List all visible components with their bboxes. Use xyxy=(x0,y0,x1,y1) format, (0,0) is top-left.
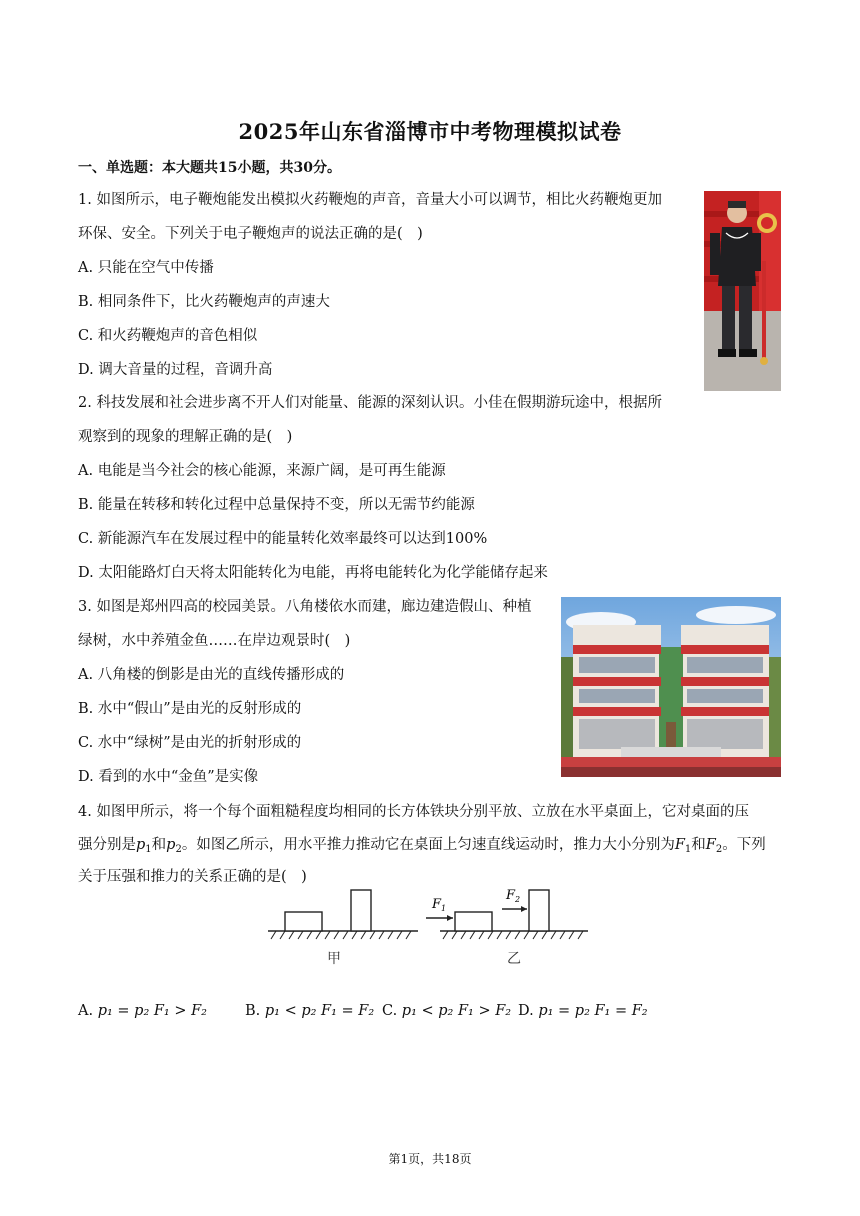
q4-F1: $F_1$ xyxy=(674,837,692,855)
ground-hatch xyxy=(560,931,565,939)
ground-hatch xyxy=(488,931,493,939)
q4-text-2: 。如图乙所示，用水平推力推动它在桌面上匀速直线运动时，推力大小分别为 xyxy=(181,837,675,853)
q1-photo-electronic-firecracker xyxy=(704,191,781,391)
q4-diagram xyxy=(268,885,590,970)
ground-hatch xyxy=(533,931,538,939)
q4-p1: $p_1$ xyxy=(136,837,152,855)
ground-hatch xyxy=(406,931,411,939)
ground-hatch xyxy=(307,931,312,939)
ground-hatch xyxy=(551,931,556,939)
q4-and-2: 和 xyxy=(691,837,706,853)
q4-F2: $F_2$ xyxy=(705,837,723,855)
ground-hatch xyxy=(524,931,529,939)
ground-hatch xyxy=(506,931,511,939)
q2-option-b: B. 能量在转移和转化过程中总量保持不变，所以无需节约能源 xyxy=(78,497,475,513)
ground-hatch xyxy=(325,931,330,939)
section-heading: 一、单选题：本大题共15小题，共30分。 xyxy=(78,160,341,176)
q4-and: 和 xyxy=(151,837,167,853)
ground-hatch xyxy=(370,931,375,939)
ground-hatch xyxy=(343,931,348,939)
q4-text: 强分别是 xyxy=(78,837,136,853)
q4-stem-line2 xyxy=(78,835,766,860)
q1-stem-line2: 环保、安全。下列关于电子鞭炮声的说法正确的是( ) xyxy=(78,226,423,242)
q3-stem-line2: 绿树，水中养殖金鱼……在岸边观景时( ) xyxy=(78,633,351,649)
ground-hatch xyxy=(479,931,484,939)
q2-option-a: A. 电能是当今社会的核心能源，来源广阔，是可再生能源 xyxy=(78,463,446,479)
page-footer: 第1页，共18页 xyxy=(388,1152,472,1166)
ground-hatch xyxy=(280,931,285,939)
q3-option-c: C. 水中“绿树”是由光的折射形成的 xyxy=(78,735,302,751)
ground-hatch xyxy=(497,931,502,939)
q1-option-d: D. 调大音量的过程，音调升高 xyxy=(78,362,273,378)
ground-hatch xyxy=(289,931,294,939)
q1-stem-line1: 1. 如图所示，电子鞭炮能发出模拟火药鞭炮的声音，音量大小可以调节，相比火药鞭炮更加 xyxy=(78,192,662,208)
ground-hatch xyxy=(578,931,583,939)
ground-hatch xyxy=(397,931,402,939)
q4-p2: $p_2$ xyxy=(166,837,182,855)
ground-hatch xyxy=(470,931,475,939)
page-title: 2025年山东省淄博市中考物理模拟试卷 xyxy=(238,119,622,144)
q3-option-b: B. 水中“假山”是由光的反射形成的 xyxy=(78,701,302,717)
ground-hatch xyxy=(388,931,393,939)
q2-option-c: C. 新能源汽车在发展过程中的能量转化效率最终可以达到100% xyxy=(78,531,488,547)
ground-hatch xyxy=(334,931,339,939)
q2-option-d: D. 太阳能路灯白天将太阳能转化为电能，再将电能转化为化学能储存起来 xyxy=(78,565,548,581)
ground-hatch xyxy=(452,931,457,939)
q4-option-d: D. p₁ = p₂ F₁ = F₂ xyxy=(518,1003,648,1019)
ground-hatch xyxy=(515,931,520,939)
ground-hatch xyxy=(569,931,574,939)
q1-option-c: C. 和火药鞭炮声的音色相似 xyxy=(78,328,258,344)
ground-hatch xyxy=(443,931,448,939)
q3-photo-campus-building xyxy=(561,597,781,777)
q3-option-a: A. 八角楼的倒影是由光的直线传播形成的 xyxy=(78,667,345,683)
ground-hatch xyxy=(271,931,276,939)
q4-option-c: C. p₁ < p₂ F₁ > F₂ xyxy=(382,1003,512,1019)
q4-stem-line3: 关于压强和推力的关系正确的是( ) xyxy=(78,869,307,885)
diagram-label-yi: 乙 xyxy=(507,951,521,967)
diagram-F1: $F_1$ xyxy=(432,897,447,913)
diagram-F2: $F_2$ xyxy=(506,888,521,904)
diagram-label-jia: 甲 xyxy=(327,951,341,967)
q2-stem-line1: 2. 科技发展和社会进步离不开人们对能量、能源的深刻认识。小佳在假期游玩途中，根据所 xyxy=(78,395,662,411)
ground-hatch xyxy=(542,931,547,939)
q1-option-b: B. 相同条件下，比火药鞭炮声的声速大 xyxy=(78,294,330,310)
q4-option-a: A. p₁ = p₂ F₁ > F₂ xyxy=(78,1003,207,1019)
q2-stem-line2: 观察到的现象的理解正确的是( ) xyxy=(78,429,293,445)
q3-stem-line1: 3. 如图是郑州四高的校园美景。八角楼依水而建，廊边建造假山、种植 xyxy=(78,599,532,615)
q3-option-d: D. 看到的水中“金鱼”是实像 xyxy=(78,769,259,785)
q4-text-3: 。下列 xyxy=(722,837,766,853)
ground-hatch xyxy=(316,931,321,939)
ground-hatch xyxy=(461,931,466,939)
q4-option-b: B. p₁ < p₂ F₁ = F₂ xyxy=(245,1003,375,1019)
ground-hatch xyxy=(361,931,366,939)
ground-hatch xyxy=(379,931,384,939)
q1-option-a: A. 只能在空气中传播 xyxy=(78,260,214,276)
ground-hatch xyxy=(298,931,303,939)
q4-stem-line1: 4. 如图甲所示，将一个每个面粗糙程度均相同的长方体铁块分别平放、立放在水平桌面上，它对桌面的压 xyxy=(78,804,749,820)
ground-hatch xyxy=(352,931,357,939)
